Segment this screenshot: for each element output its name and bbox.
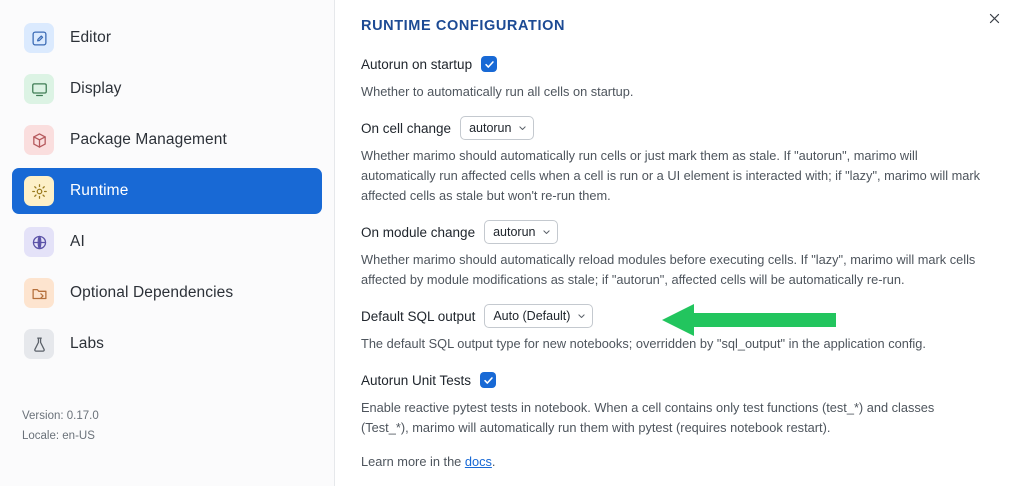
sidebar-item-optional-dependencies[interactable] xyxy=(12,270,322,316)
sparkle-globe-icon xyxy=(24,227,54,257)
field-label: On module change xyxy=(361,224,476,240)
sidebar-item-label: Editor xyxy=(70,29,112,46)
chevron-down-icon xyxy=(518,124,527,133)
autorun-unit-tests-checkbox[interactable] xyxy=(480,372,496,388)
learn-more-suffix: . xyxy=(491,454,496,469)
flask-icon xyxy=(24,329,54,359)
field-on-cell-change xyxy=(361,115,984,206)
sidebar-item-display[interactable] xyxy=(12,66,322,112)
sidebar-item-label: Labs xyxy=(70,335,105,352)
page-title: RUNTIME CONFIGURATION xyxy=(361,18,566,34)
field-description: Whether to automatically run all cells on startup. xyxy=(361,84,634,99)
field-label: Autorun Unit Tests xyxy=(361,372,472,388)
field-autorun-unit-tests xyxy=(361,367,984,438)
field-autorun-on-startup xyxy=(361,51,984,102)
sidebar-item-label: Display xyxy=(70,80,122,97)
locale-text: Locale: en-US xyxy=(22,430,95,442)
sidebar-item-label: AI xyxy=(70,233,85,250)
learn-more-text xyxy=(361,454,984,469)
on-cell-change-select[interactable] xyxy=(460,116,534,140)
box-icon xyxy=(24,125,54,155)
autorun-on-startup-checkbox[interactable] xyxy=(481,56,497,72)
sidebar-item-runtime[interactable] xyxy=(12,168,322,214)
field-default-sql-output xyxy=(361,303,984,354)
folder-icon xyxy=(24,278,54,308)
field-description: Enable reactive pytest tests in notebook. When a cell contains only test functions (test_*) and classes (Test_*), marimo will automatically run them with pytest (requires notebook restart). xyxy=(361,400,935,435)
version-text: Version: 0.17.0 xyxy=(22,410,99,422)
sidebar-item-package-management[interactable] xyxy=(12,117,322,163)
on-module-change-select[interactable] xyxy=(484,220,558,244)
field-description: Whether marimo should automatically reload modules before executing cells. If "lazy", marimo will mark cells affected by module modifications as stale; if "autorun", affected cells will be automatically re-run. xyxy=(361,252,976,287)
default-sql-output-select[interactable] xyxy=(484,304,593,328)
learn-more-prefix: Learn more in the xyxy=(361,454,465,469)
chevron-down-icon xyxy=(577,312,586,321)
gear-icon xyxy=(24,176,54,206)
monitor-icon xyxy=(24,74,54,104)
field-label: On cell change xyxy=(361,120,452,136)
close-icon[interactable] xyxy=(981,5,1007,31)
field-label: Autorun on startup xyxy=(361,56,473,72)
select-value: autorun xyxy=(493,225,536,239)
field-on-module-change xyxy=(361,219,984,290)
settings-sidebar xyxy=(0,0,335,486)
settings-main-panel xyxy=(335,0,1014,486)
sidebar-item-editor[interactable] xyxy=(12,15,322,61)
sidebar-item-labs[interactable] xyxy=(12,321,322,367)
field-description: The default SQL output type for new notebooks; overridden by "sql_output" in the application config. xyxy=(361,336,926,351)
pencil-square-icon xyxy=(24,23,54,53)
select-value: autorun xyxy=(469,121,512,135)
sidebar-item-ai[interactable] xyxy=(12,219,322,265)
docs-link[interactable]: docs xyxy=(464,454,492,469)
chevron-down-icon xyxy=(542,228,551,237)
sidebar-item-label: Optional Dependencies xyxy=(70,284,234,301)
field-label: Default SQL output xyxy=(361,308,476,324)
sidebar-footer xyxy=(22,406,99,446)
sidebar-item-label: Runtime xyxy=(70,182,129,199)
field-description: Whether marimo should automatically run cells or just mark them as stale. If "autorun", marimo will automatically run affected cells when a cell is run or a UI element is interacted with; if "lazy", marimo will mark affected cells as stale but won't re-run them. xyxy=(361,148,981,203)
sidebar-item-label: Package Management xyxy=(70,131,227,148)
select-value: Auto (Default) xyxy=(493,309,571,323)
